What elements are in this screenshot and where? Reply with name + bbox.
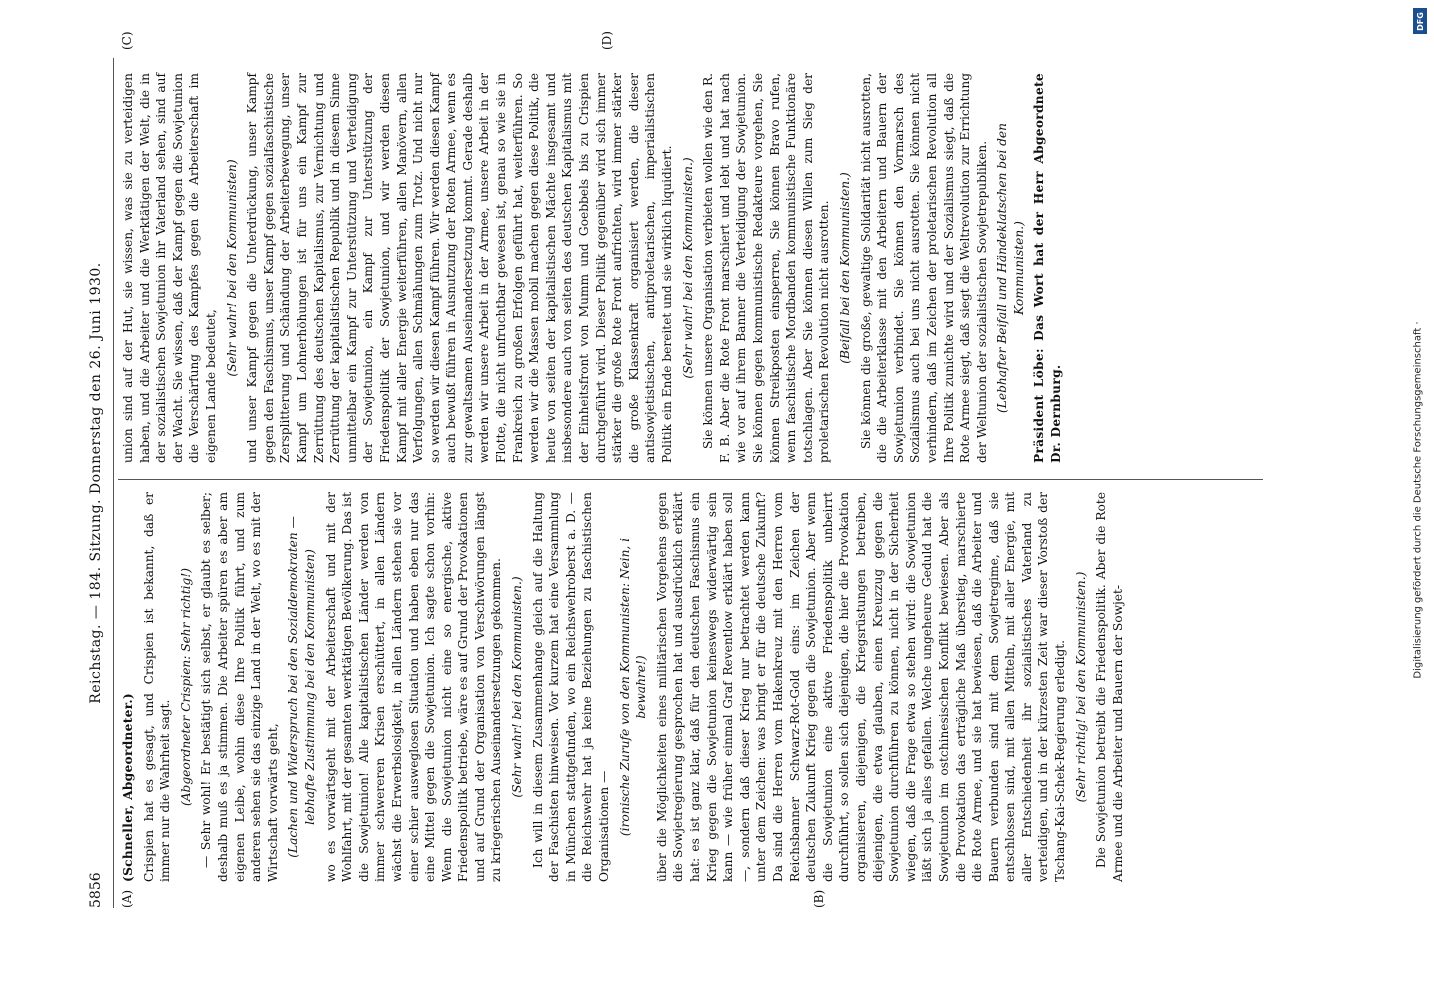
page-number: 5856 [88, 872, 104, 908]
margin-mark-a: (A) [120, 889, 134, 908]
interjection: (Lachen und Widerspruch bei den Sozialdemokraten — lebhafte Zustimmung bei den Kommunisten) [286, 516, 317, 858]
interjection: (Lebhafter Beifall und Händeklatschen bei den Kommunisten.) [995, 123, 1026, 413]
interjection: (Sehr wahr! bei den Kommunisten) [224, 159, 239, 377]
margin-mark-c: (C) [120, 31, 134, 50]
speaker-line: (Schneller, Abgeordneter.) [121, 693, 135, 882]
speech-paragraph: Ich will in diesem Zusammenhange gleich auf die Haltung der Faschisten hinweisen. Vor kurzem hat eine Versammlung in München stattgefunden, wo ein Reichswehroberst a. D. — die Reichswehr hat ja keine Beziehungen zu faschistischen Organisationen — [530, 492, 612, 882]
column-divider [118, 479, 1263, 480]
speech-paragraph: wo es vorwärtsgeht mit der Arbeiterschaft und mit der Wohlfahrt, mit der gesamten werktätigen Bevölkerung. Das ist die Sowjetunion! Alle kapitalistischen Länder werden von immer schwereren Krisen erschüttert, in allen Ländern wächst die Erwerbslosigkeit, in allen Ländern stehen sie vor einer schier ausweglosen Situation und haben eben nur das eine Mittel gegen die Sowjetunion. Ich sagte schon vorhin: Wenn die Sowjetunion nicht eine so energische, aktive Friedenspolitik betriebe, wäre es auf Grund der Provokationen und auf Grund der Organisation von Verschwörungen längst zu kriegerischen Auseinandersetzungen gekommen. [323, 492, 504, 882]
speech-paragraph: Die Sowjetunion betreibt die Friedenspolitik. Aber die Rote Armee und die Arbeiter und Bauern der Sowjet- [1094, 492, 1125, 882]
session-title: Reichstag. — 184. Sitzung. Donnerstag den 26. Juni 1930. [88, 262, 104, 704]
margin-mark-d: (D) [600, 31, 614, 50]
page-header [88, 58, 112, 908]
interjection: (Abgeordneter Crispien: Sehr richtig!) [178, 568, 193, 807]
speech-paragraph: union sind auf der Hut, sie wissen, was sie zu verteidigen haben, und die Arbeiter und die Werktätigen der Welt, die in der sozialistischen Sowjetunion ihr Vaterland sehen, sind auf der Wacht. Sie wissen, daß der Kampf gegen die Sowjetunion die Verschärfung des Kampfes gegen die Arbeiterschaft im eigenen Lande bedeutet, [121, 73, 218, 463]
interjection: (ironische Zurufe von den Kommunisten: Nein, i bewahre!) [617, 537, 649, 837]
speech-paragraph: Sie können unsere Organisation verbieten wollen wie den R. F. B. Aber die Rote Front marschiert und lebt und hat nach wie vor auf ihrem Banner die Verteidigung der Sowjetunion. Sie können gegen kommunistische Redakteure vorgehen, Sie können Streikposten einsperren, Sie können Bravo rufen, wenn faschistische Mordbanden kommunistische Funktionäre totschlagen. Aber Sie können diesen Willen zum Sieg der proletarischen Revolution nicht ausrotten. [701, 73, 832, 463]
interjection: (Sehr richtig! bei den Kommunisten.) [1073, 571, 1088, 803]
interjection: (Sehr wahr! bei den Kommunisten.) [510, 576, 525, 798]
digitization-credit: Digitalisierung gefördert durch die Deutsche Forschungsgemeinschaft · [1412, 321, 1424, 679]
header-rule [113, 58, 114, 908]
dfg-logo [1413, 8, 1427, 34]
left-text-column [120, 492, 1130, 882]
interjection: (Beifall bei den Kommunisten.) [837, 172, 852, 364]
margin-mark-b: (B) [812, 889, 826, 908]
speech-paragraph: und unser Kampf gegen die Unterdrückung, unser Kampf gegen den Faschismus, unser Kampf gegen sozialfaschistische Zersplitterung und Schändung der Arbeiterbewegung, unser Kampf um Lohnerhöhungen ist für uns ein Kampf zur Zerrüttung des deutschen Kapitalismus, zur Vernichtung und Zerrüttung der kapitalistischen Republik und in diesem Sinne unmittelbar ein Kampf zur Unterstützung und Verteidigung der Sowjetunion, ein Kampf zur Unterstützung der Friedenspolitik der Sowjetunion, und wir werden diesen Kampf mit aller Energie weiterführen, allen Manövern, allen Verfolgungen, allen Schmähungen zum Trotz. Und nicht nur so werden wir diesen Kampf führen. Wir werden diesen Kampf auch bewußt führen in Ausnutzung der Roten Armee, wenn es zur gewaltsamen Auseinandersetzung kommt. Gerade deshalb werden wir unsere Arbeit in der Armee, unsere Arbeit in der Flotte, die nicht unfruchtbar gewesen ist, genau so wie sie in Frankreich zu großen Erfolgen geführt hat, weiterführen. So werden wir die Massen mobil machen gegen diese Politik, die heute von seiten der kapitalistischen Mächte insgesamt und insbesondere auch von seiten des deutschen Kapitalismus mit der Einheitsfront von Mumm und Goebbels bis zu Crispien durchgeführt wird. Dieser Politik gegenüber wird sich immer stärker die große Rote Front aufrichten, wird immer stärker die große Klassenkraft organisiert werden, die dieser antisowjetistischen, antiproletarischen, imperialistischen Politik ein Ende bereitet und sie wirklich liquidiert. [245, 73, 674, 463]
speech-paragraph: über die Möglichkeiten eines militärischen Vorgehens gegen die Sowjetregierung gesprochen hat und ausdrücklich erklärt hat: es ist ganz klar, daß für den deutschen Faschismus ein Krieg gegen die Sowjetunion keineswegs widerwärtig sein kann — wie früher einmal Graf Reventlow erklärt haben soll —, sondern daß dieser Krieg nur betrachtet werden kann unter dem Zeichen: was bringt er für die deutsche Zukunft? Da sind die Herren vom Hakenkreuz mit den Herren vom Reichsbanner Schwarz-Rot-Gold eins: im Zeichen der deutschen Zukunft Krieg gegen die Sowjetunion. Aber wenn die Sowjetunion eine aktive Friedenspolitik unbeirrt durchführt, so sollen sich diejenigen, die hier die Provokation organisieren, diejenigen, die Kriegsrüstungen betreiben, diejenigen, die etwa glauben, einen Kreuzzug gegen die Sowjetunion durchführen zu können, nicht in der Sicherheit wiegen, daß die Frage etwa so stehen wird: die Sowjetunion läßt sich ja alles gefallen. Welche ungeheure Geduld hat die Sowjetunion im ostchinesischen Konflikt bewiesen. Aber als die Provokation das erträgliche Maß überstieg, marschierte die Rote Armee, und sie hat bewiesen, daß die Arbeiter und Bauern verbunden sind mit dem Sowjetregime, daß sie entschlossen sind, mit allen Mitteln, mit aller Energie, mit aller Entschiedenheit ihr sozialistisches Vaterland zu verteidigen, und in der kürzesten Zeit war dieser Vorstoß der Tschang-Kai-Schek-Regierung erledigt. [654, 492, 1068, 882]
right-text-column [120, 73, 1069, 463]
speaker-line: Präsident Löbe: Das Wort hat der Herr Abgeordnete Dr. Dernburg. [1032, 73, 1064, 463]
interjection: (Sehr wahr! bei den Kommunisten.) [680, 157, 695, 379]
speech-paragraph: Crispien hat es gesagt, und Crispien ist bekannt, daß er immer nur die Wahrheit sagt. [141, 492, 173, 882]
dfg-logo-text: DFG [1415, 11, 1425, 31]
speech-paragraph: Sie können die große, gewaltige Solidarität nicht ausrotten, die die Arbeiterklasse mit den Arbeitern und Bauern der Sowjetunion verbindet. Sie können den Vormarsch des Sozialismus auch bei uns nicht ausrotten. Sie können nicht verhindern, daß im Zeichen der proletarischen Revolution all Ihre Politik zunichte wird und der Sozialismus siegt, daß die Rote Armee siegt, daß siegt die Weltrevolution zur Errichtung der Weltunion der sozialistischen Sowjetrepubliken. [858, 73, 989, 463]
speech-paragraph: — Sehr wohl! Er bestätigt sich selbst, er glaubt es selber; deshalb muß es ja stimmen. Die Arbeiter spüren es aber am eigenen Leibe, wohin diese Ihre Politik führt, und zum anderen sehen sie das einzige Land in der Welt, wo es mit der Wirtschaft vorwärts geht, [199, 492, 280, 882]
